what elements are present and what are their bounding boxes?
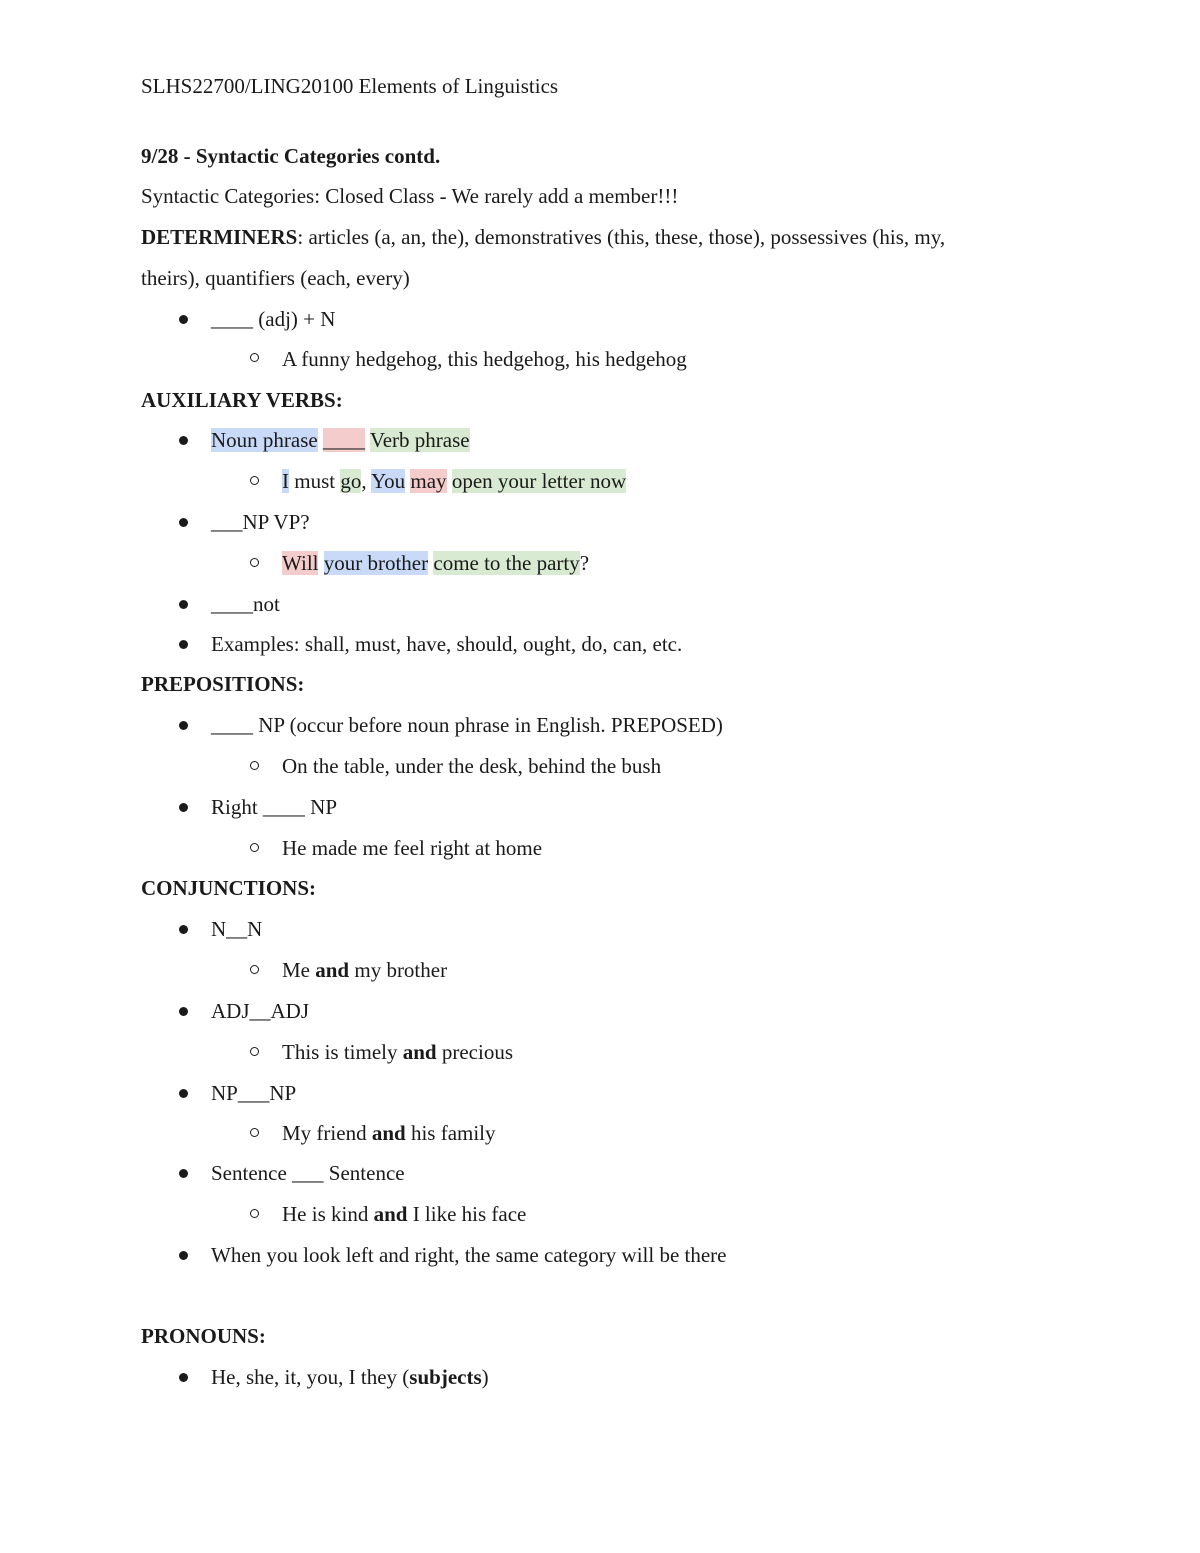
aux-blank-highlight: ____: [322, 428, 365, 452]
bullet-icon: [179, 518, 188, 527]
pronoun-role: subjects: [409, 1365, 482, 1389]
sub-bullet-icon: [250, 476, 259, 485]
example-text: He is kind: [282, 1202, 374, 1226]
determiners-desc-cont: theirs), quantifiers (each, every): [141, 266, 410, 290]
conjunctions-heading: CONJUNCTIONS:: [141, 876, 317, 900]
conjunctions-rule-3: NP___NP: [211, 1081, 297, 1105]
prepositions-rule-1: ____ NP (occur before noun phrase in English. PREPOSED): [211, 713, 723, 737]
aux-word: must: [294, 469, 336, 493]
auxiliary-rule-3: ____not: [211, 592, 280, 616]
determiners-example: A funny hedgehog, this hedgehog, his hedgehog: [282, 347, 687, 371]
pronoun-list: He, she, it, you, I they (: [211, 1365, 410, 1389]
sub-bullet-icon: [250, 965, 259, 974]
bullet-icon: [179, 721, 188, 730]
bullet-icon: [179, 436, 188, 445]
conjunction-word: and: [315, 958, 350, 982]
intro-line: Syntactic Categories: Closed Class - We rarely add a member!!!: [141, 184, 679, 208]
conjunctions-example-4: [282, 1198, 526, 1230]
example-text: his family: [405, 1121, 496, 1145]
conjunctions-example-1: [282, 954, 447, 986]
close-paren: ): [481, 1365, 489, 1389]
aux-highlight: Will: [282, 551, 319, 575]
question-mark: ?: [579, 551, 590, 575]
determiners-heading: DETERMINERS: [141, 225, 298, 249]
auxiliary-heading: AUXILIARY VERBS:: [141, 388, 343, 412]
bullet-icon: [179, 803, 188, 812]
example-text: my brother: [349, 958, 448, 982]
bullet-icon: [179, 1373, 188, 1382]
auxiliary-example-2: [282, 547, 589, 579]
conjunctions-note: When you look left and right, the same category will be there: [211, 1243, 727, 1267]
lecture-title: 9/28 - Syntactic Categories contd.: [141, 144, 441, 168]
conjunction-word: and: [373, 1202, 408, 1226]
conjunctions-rule-4: Sentence ___ Sentence: [211, 1161, 405, 1185]
bullet-icon: [179, 315, 188, 324]
conjunction-word: and: [402, 1040, 437, 1064]
np-highlight: I: [282, 469, 289, 493]
bullet-icon: [179, 640, 188, 649]
bullet-icon: [179, 1169, 188, 1178]
prepositions-heading: PREPOSITIONS:: [141, 672, 305, 696]
sub-bullet-icon: [250, 558, 259, 567]
sub-bullet-icon: [250, 1128, 259, 1137]
conjunctions-example-2: [282, 1036, 513, 1068]
prepositions-rule-2: Right ____ NP: [211, 795, 338, 819]
aux-highlight: may: [410, 469, 447, 493]
noun-phrase-highlight: Noun phrase: [211, 428, 318, 452]
sub-bullet-icon: [250, 761, 259, 770]
sub-bullet-icon: [250, 843, 259, 852]
sub-bullet-icon: [250, 1209, 259, 1218]
example-text: Me: [282, 958, 316, 982]
separator: ,: [361, 469, 372, 493]
example-text: My friend: [282, 1121, 372, 1145]
sub-bullet-icon: [250, 353, 259, 362]
verb-phrase-highlight: Verb phrase: [369, 428, 470, 452]
conjunctions-rule-2: ADJ__ADJ: [211, 999, 310, 1023]
np-highlight: your brother: [323, 551, 429, 575]
bullet-icon: [179, 1251, 188, 1260]
conjunctions-rule-1: N__N: [211, 917, 263, 941]
pronouns-item-1: [211, 1361, 489, 1393]
prepositions-example-1: On the table, under the desk, behind the bush: [282, 754, 662, 778]
auxiliary-examples: Examples: shall, must, have, should, ought, do, can, etc.: [211, 632, 683, 656]
determiners-rule: ____ (adj) + N: [211, 307, 336, 331]
prepositions-example-2: He made me feel right at home: [282, 836, 543, 860]
example-text: I like his face: [407, 1202, 527, 1226]
determiners-desc: [141, 221, 945, 253]
pronouns-heading: PRONOUNS:: [141, 1324, 266, 1348]
vp-highlight: come to the party: [433, 551, 580, 575]
vp-highlight: go: [340, 469, 362, 493]
conjunctions-example-3: [282, 1117, 496, 1149]
bullet-icon: [179, 1089, 188, 1098]
bullet-icon: [179, 600, 188, 609]
determiners-desc-text: : articles (a, an, the), demonstratives (this, these, those), possessives (his, my,: [297, 225, 946, 249]
bullet-icon: [179, 925, 188, 934]
auxiliary-example-1: [282, 465, 626, 497]
np-highlight: You: [371, 469, 406, 493]
auxiliary-rule-1: [211, 424, 470, 456]
auxiliary-rule-2: ___NP VP?: [211, 510, 310, 534]
example-text: This is timely: [282, 1040, 403, 1064]
vp-highlight: open your letter now: [451, 469, 627, 493]
bullet-icon: [179, 1007, 188, 1016]
example-text: precious: [436, 1040, 514, 1064]
sub-bullet-icon: [250, 1047, 259, 1056]
conjunction-word: and: [371, 1121, 406, 1145]
course-title: SLHS22700/LING20100 Elements of Linguistics: [141, 74, 559, 98]
